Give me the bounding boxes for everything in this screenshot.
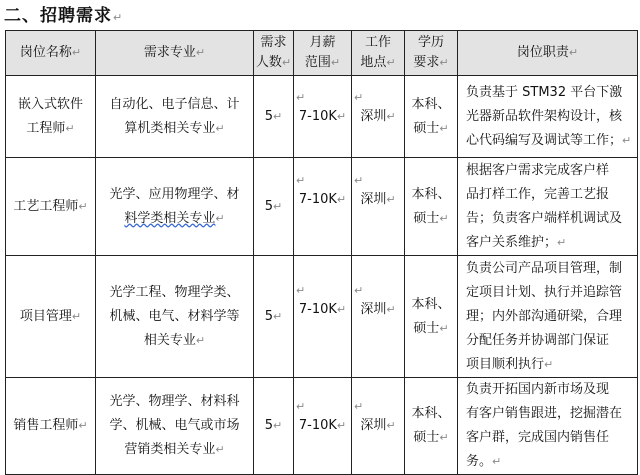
recruitment-table	[5, 30, 638, 475]
headcount-cell: 5↵	[254, 158, 294, 256]
position-name-cell: 项目管理↵	[6, 256, 96, 378]
header-major: 需求专业↵	[96, 31, 254, 76]
position-name-cell: 工艺工程师↵	[6, 158, 96, 256]
education-cell: 本科、 硕士↵	[405, 256, 458, 378]
location-cell: ↵ 深圳↵	[352, 378, 405, 475]
education-cell: 本科、 硕士↵	[405, 378, 458, 475]
header-salary: 月薪 范围↵	[294, 31, 352, 76]
salary-cell: ↵ 7-10K↵	[294, 378, 352, 475]
major-cell: 自动化、电子信息、计 算机类相关专业↵	[96, 76, 254, 158]
table-row	[6, 256, 638, 378]
location-cell: ↵ 深圳↵	[352, 256, 405, 378]
headcount-cell: 5↵	[254, 76, 294, 158]
header-duties: 岗位职责↵	[458, 31, 638, 76]
table-row	[6, 158, 638, 256]
duties-cell: 负责基于 STM32 平台下激 光器新品软件架构设计，核 心代码编写及调试等工作；↵	[458, 76, 638, 158]
duties-cell: 负责公司产品项目管理，制 定项目计划、执行并追踪管 理；内外部沟通研梁，合理 分配任务并协调部门保证 项目顺利执行↵	[458, 256, 638, 378]
table-row	[6, 76, 638, 158]
position-name-cell: 销售工程师↵	[6, 378, 96, 475]
salary-cell: ↵ 7-10K↵	[294, 256, 352, 378]
headcount-cell: 5↵	[254, 378, 294, 475]
location-cell: ↵ 深圳↵	[352, 76, 405, 158]
table-row	[6, 378, 638, 475]
header-education: 学历 要求↵	[405, 31, 458, 76]
major-cell: 光学、物理学、材料科 学、机械、电气或市场 营销类相关专业↵	[96, 378, 254, 475]
section-heading	[4, 4, 123, 28]
location-cell: ↵ 深圳↵	[352, 158, 405, 256]
major-cell: 光学工程、物理学类、 机械、电气、材料学等 相关专业↵	[96, 256, 254, 378]
position-name-cell: 嵌入式软件 工程师↵	[6, 76, 96, 158]
table-header-row	[6, 31, 638, 76]
salary-cell: ↵ 7-10K↵	[294, 76, 352, 158]
section-heading-text: 二、招聘需求	[4, 6, 112, 26]
header-headcount: 需求 人数↵	[254, 31, 294, 76]
salary-cell: ↵ 7-10K↵	[294, 158, 352, 256]
major-cell: 光学、应用物理学、材 料学类相关专业↵	[96, 158, 254, 256]
duties-cell: 负责开拓国内新市场及现 有客户销售跟进，挖掘潜在 客户群，完成国内销售任 务。↵	[458, 378, 638, 475]
education-cell: 本科、 硕士↵	[405, 158, 458, 256]
duties-cell: 根据客户需求完成客户样 品打样工作，完善工艺报 告；负责客户端样机调试及 客户关系维护；↵	[458, 158, 638, 256]
headcount-cell: 5↵	[254, 256, 294, 378]
header-location: 工作 地点↵	[352, 31, 405, 76]
paragraph-mark-icon: ↵	[113, 11, 124, 24]
education-cell: 本科、 硕士↵	[405, 76, 458, 158]
header-position-name: 岗位名称↵	[6, 31, 96, 76]
